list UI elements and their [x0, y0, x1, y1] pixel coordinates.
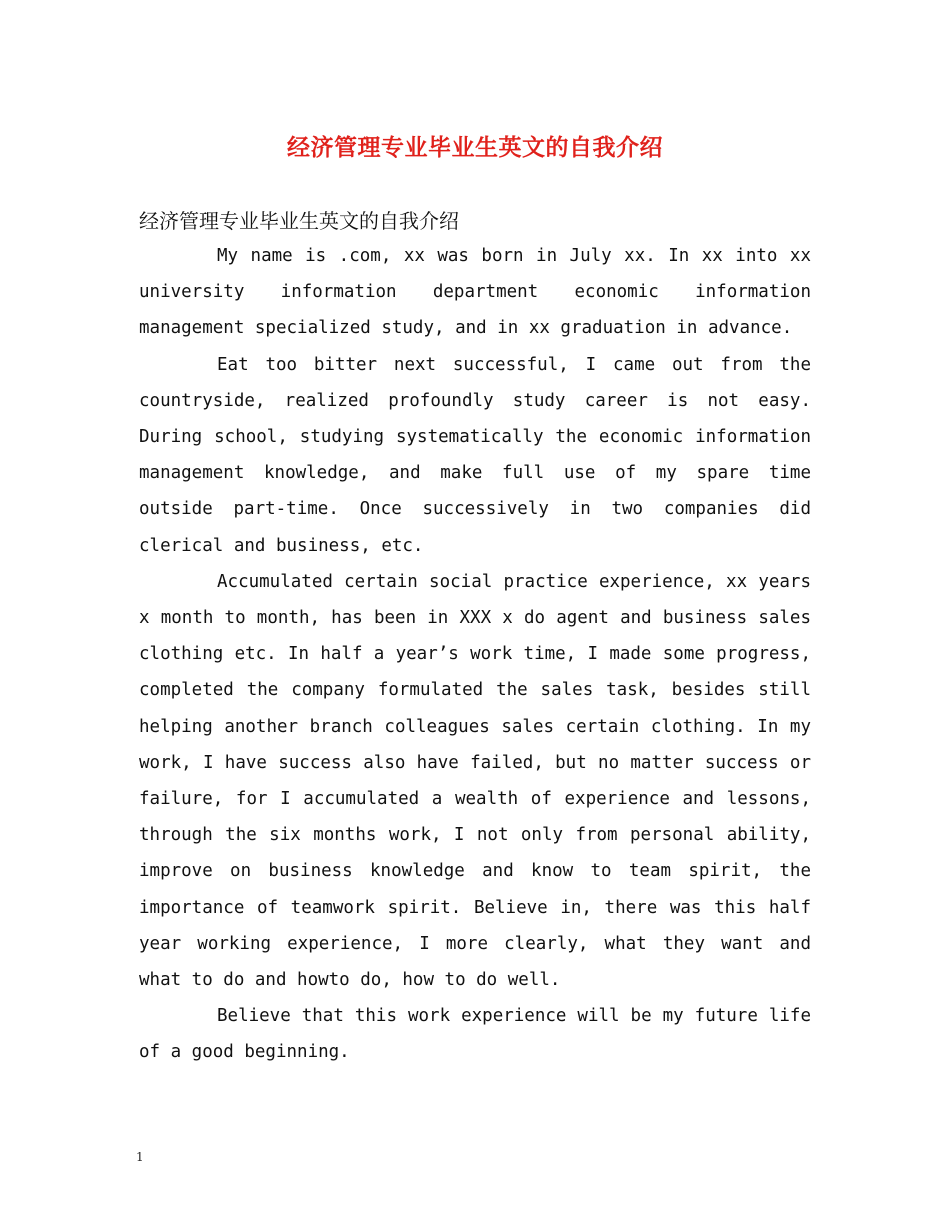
paragraph-2: Eat too bitter next successful, I came out from the countryside, realized profoundly study career is not easy. During school, studying systematically the economic information management knowledge, and make full use of my spare time outside part-time. Once successively in two companies did clerical and business, etc.	[139, 354, 811, 556]
page-number: 1	[136, 1150, 144, 1164]
paragraph-3: Accumulated certain social practice experience, xx years x month to month, has been in XXX x do agent and business sales clothing etc. In half a year’s work time, I made some progress, completed the company formulated the sales task, besides still helping another branch colleagues sales certain clothing. In my work, I have success also have failed, but no matter success or failure, for I accumulated a wealth of experience and lessons, through the six months work, I not only from personal ability, improve on business knowledge and know to team spirit, the importance of teamwork spirit. Believe in, there was this half year working experience, I more clearly, what they want and what to do and howto do, how to do well.	[139, 571, 811, 991]
document-title: 经济管理专业毕业生英文的自我介绍	[287, 134, 663, 161]
paragraph-4: Believe that this work experience will be my future life of a good beginning.	[139, 1006, 811, 1063]
document-subtitle: 经济管理专业毕业生英文的自我介绍	[139, 209, 459, 233]
document-body	[139, 238, 811, 1071]
paragraph-1: My name is .com, xx was born in July xx. In xx into xx university information department economic information management specialized study, and in xx graduation in advance.	[139, 246, 811, 339]
